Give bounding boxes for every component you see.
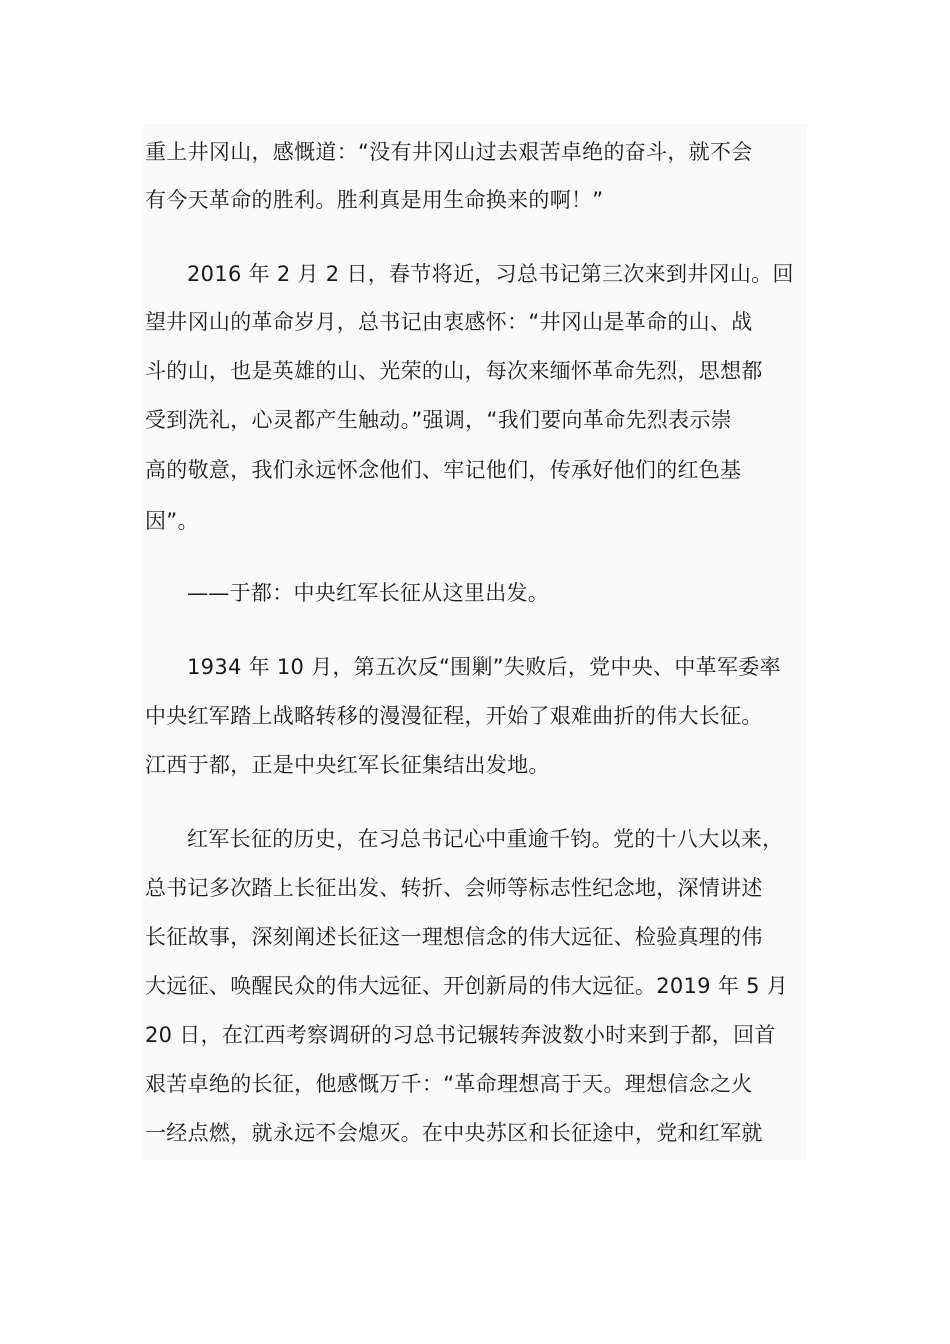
text-line: 因”。 [145, 509, 199, 533]
paragraph-first-line: 1934 年 10 月，第五次反“围剿”失败后，党中央、中革军委率 [187, 655, 781, 679]
paragraph-first-line: 红军长征的历史，在习总书记心中重逾千钧。党的十八大以来， [187, 827, 784, 851]
text-line: 望井冈山的革命岁月，总书记由衷感怀：“井冈山是革命的山、战 [145, 310, 753, 334]
text-line: 大远征、唤醒民众的伟大远征、开创新局的伟大远征。2019 年 5 月 [145, 974, 789, 998]
text-line: 有今天革命的胜利。胜利真是用生命换来的啊！” [145, 188, 604, 212]
text-line: 高的敬意，我们永远怀念他们、牢记他们，传承好他们的红色基 [145, 458, 742, 482]
text-line: 艰苦卓绝的长征，他感慨万千：“革命理想高于天。理想信念之火 [145, 1072, 753, 1096]
text-line: 20 日，在江西考察调研的习总书记辗转奔波数小时来到于都，回首 [145, 1023, 776, 1047]
paragraph-first-line: 2016 年 2 月 2 日，春节将近，习总书记第三次来到井冈山。回 [187, 262, 794, 286]
text-line: 重上井冈山，感慨道：“没有井冈山过去艰苦卓绝的奋斗，就不会 [145, 140, 753, 164]
text-line: 受到洗礼，心灵都产生触动。”强调，“我们要向革命先烈表示崇 [145, 408, 732, 432]
text-line: 总书记多次踏上长征出发、转折、会师等标志性纪念地，深情讲述 [145, 876, 763, 900]
text-line: 一经点燃，就永远不会熄灭。在中央苏区和长征途中，党和红军就 [145, 1121, 763, 1145]
text-line: 斗的山，也是英雄的山、光荣的山，每次来缅怀革命先烈，思想都 [145, 359, 763, 383]
text-line: 长征故事，深刻阐述长征这一理想信念的伟大远征、检验真理的伟 [145, 925, 763, 949]
text-line: 中央红军踏上战略转移的漫漫征程，开始了艰难曲折的伟大长征。 [145, 704, 763, 728]
document-text-block [143, 124, 807, 1160]
section-heading: ——于都：中央红军长征从这里出发。 [187, 581, 550, 605]
text-line: 江西于都，正是中央红军长征集结出发地。 [145, 753, 550, 777]
